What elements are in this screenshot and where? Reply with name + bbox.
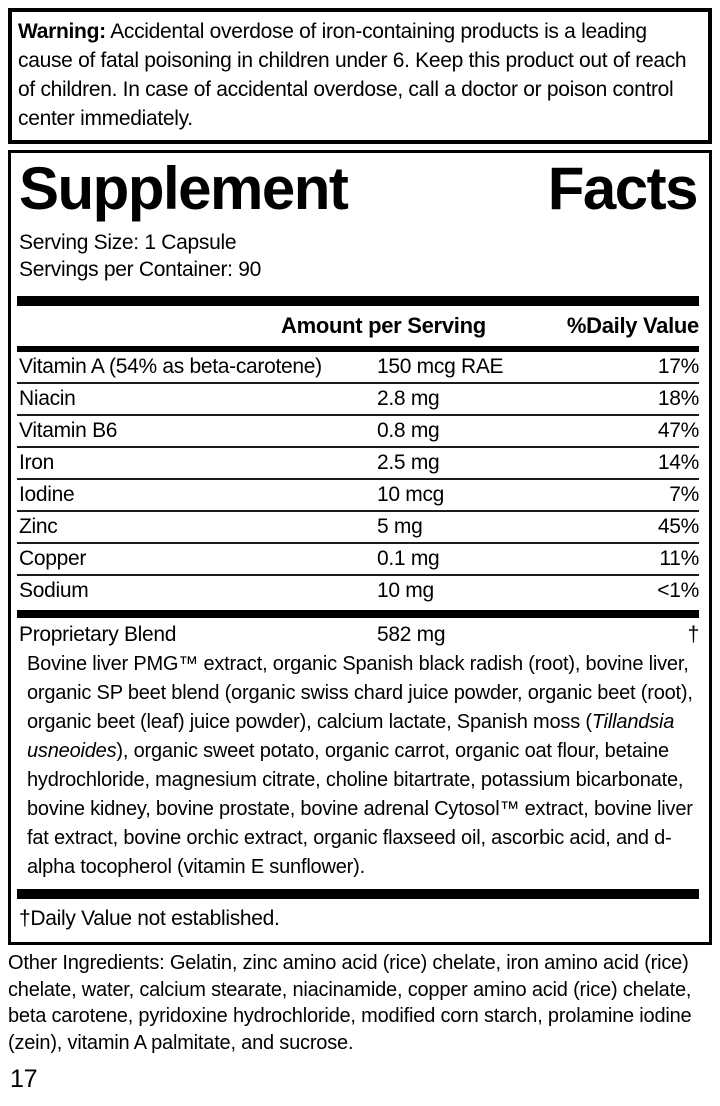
daily-value-footnote: †Daily Value not established. [19, 907, 280, 930]
blend-description-species-italic: Tillandsia usneoides [27, 711, 675, 762]
supplement-facts-panel [8, 150, 712, 945]
proprietary-blend-row [17, 618, 699, 650]
nutrient-daily-value: 45% [657, 515, 699, 538]
serving-size: Serving Size: 1 Capsule [19, 231, 237, 254]
nutrient-name: Copper [19, 547, 87, 570]
divider-thick-after-sodium [17, 610, 699, 618]
blend-name: Proprietary Blend [19, 623, 177, 646]
panel-title: Supplement Facts [19, 155, 697, 222]
blend-description-segment: Bovine liver PMG™ extract, organic Spanish black radish (root), bovine liver, organic SP beet blend (organic swiss chard juice powder, organic beet (root), organic beet (leaf) juice powder), calcium lactate, Spanish moss ( [27, 653, 693, 733]
blend-daily-value-dagger: † [687, 623, 699, 646]
nutrient-name: Iodine [19, 483, 75, 506]
nutrient-amount: 0.8 mg [377, 419, 440, 442]
nutrient-amount: 10 mg [377, 579, 434, 602]
nutrient-row [17, 448, 699, 480]
blend-description-segment: ), organic sweet potato, organic carrot, organic oat flour, betaine hydrochloride, magnesium citrate, choline bitartrate, potassium bicarbonate, bovine kidney, bovine prostate, bovine adrenal Cytosol™ extract, bovine liver fat extract, bovine orchic extract, organic flaxseed oil, ascorbic acid, and d-alpha tocopherol (vitamin E sunflower). [27, 740, 693, 878]
nutrient-row [17, 512, 699, 544]
nutrient-row [17, 576, 699, 608]
nutrient-daily-value: <1% [657, 579, 699, 602]
nutrient-daily-value: 47% [657, 419, 699, 442]
nutrient-name: Niacin [19, 387, 76, 410]
servings-per-container: Servings per Container: 90 [19, 258, 262, 281]
warning-label: Warning: [18, 20, 106, 43]
other-ingredients: Other Ingredients: Gelatin, zinc amino acid (rice) chelate, iron amino acid (rice) chelate, water, calcium stearate, niacinamide, copper amino acid (rice) chelate, beta carotene, pyridoxine hydrochloride, modified corn starch, prolamine iodine (zein), vitamin A palmitate, and sucrose. [8, 952, 692, 1054]
nutrient-amount: 5 mg [377, 515, 423, 538]
nutrient-name: Iron [19, 451, 54, 474]
divider-thick-top [17, 296, 699, 306]
nutrient-name: Vitamin B6 [19, 419, 118, 442]
column-header-daily-value: %Daily Value [566, 313, 699, 338]
table-header-row [17, 306, 699, 346]
warning-box [8, 8, 712, 144]
blend-description [17, 650, 699, 886]
nutrient-row [17, 352, 699, 384]
nutrient-name: Zinc [19, 515, 58, 538]
nutrient-name: Vitamin A (54% as beta-carotene) [19, 355, 322, 378]
nutrient-amount: 2.8 mg [377, 387, 440, 410]
nutrient-row [17, 480, 699, 512]
nutrient-daily-value: 11% [659, 547, 699, 570]
nutrient-daily-value: 14% [657, 451, 699, 474]
nutrient-row [17, 416, 699, 448]
blend-amount: 582 mg [377, 623, 446, 646]
nutrient-name: Sodium [19, 579, 89, 602]
nutrient-amount: 150 mcg RAE [377, 355, 504, 378]
divider-thick-above-footnote [17, 889, 699, 899]
warning-text: Accidental overdose of iron-containing products is a leading cause of fatal poisoning in children under 6. Keep this product out of reach of children. In case of accidental overdose, call a doctor or poison control center immediately. [18, 20, 687, 130]
nutrient-amount: 2.5 mg [377, 451, 440, 474]
nutrient-row [17, 384, 699, 416]
nutrient-daily-value: 17% [657, 355, 699, 378]
column-header-amount: Amount per Serving [281, 313, 486, 338]
nutrient-row [17, 544, 699, 576]
page-number: 17 [10, 1065, 38, 1093]
nutrient-amount: 0.1 mg [377, 547, 440, 570]
nutrient-daily-value: 18% [657, 387, 699, 410]
nutrient-table [17, 352, 699, 608]
nutrient-amount: 10 mcg [377, 483, 445, 506]
nutrient-daily-value: 7% [669, 483, 699, 506]
